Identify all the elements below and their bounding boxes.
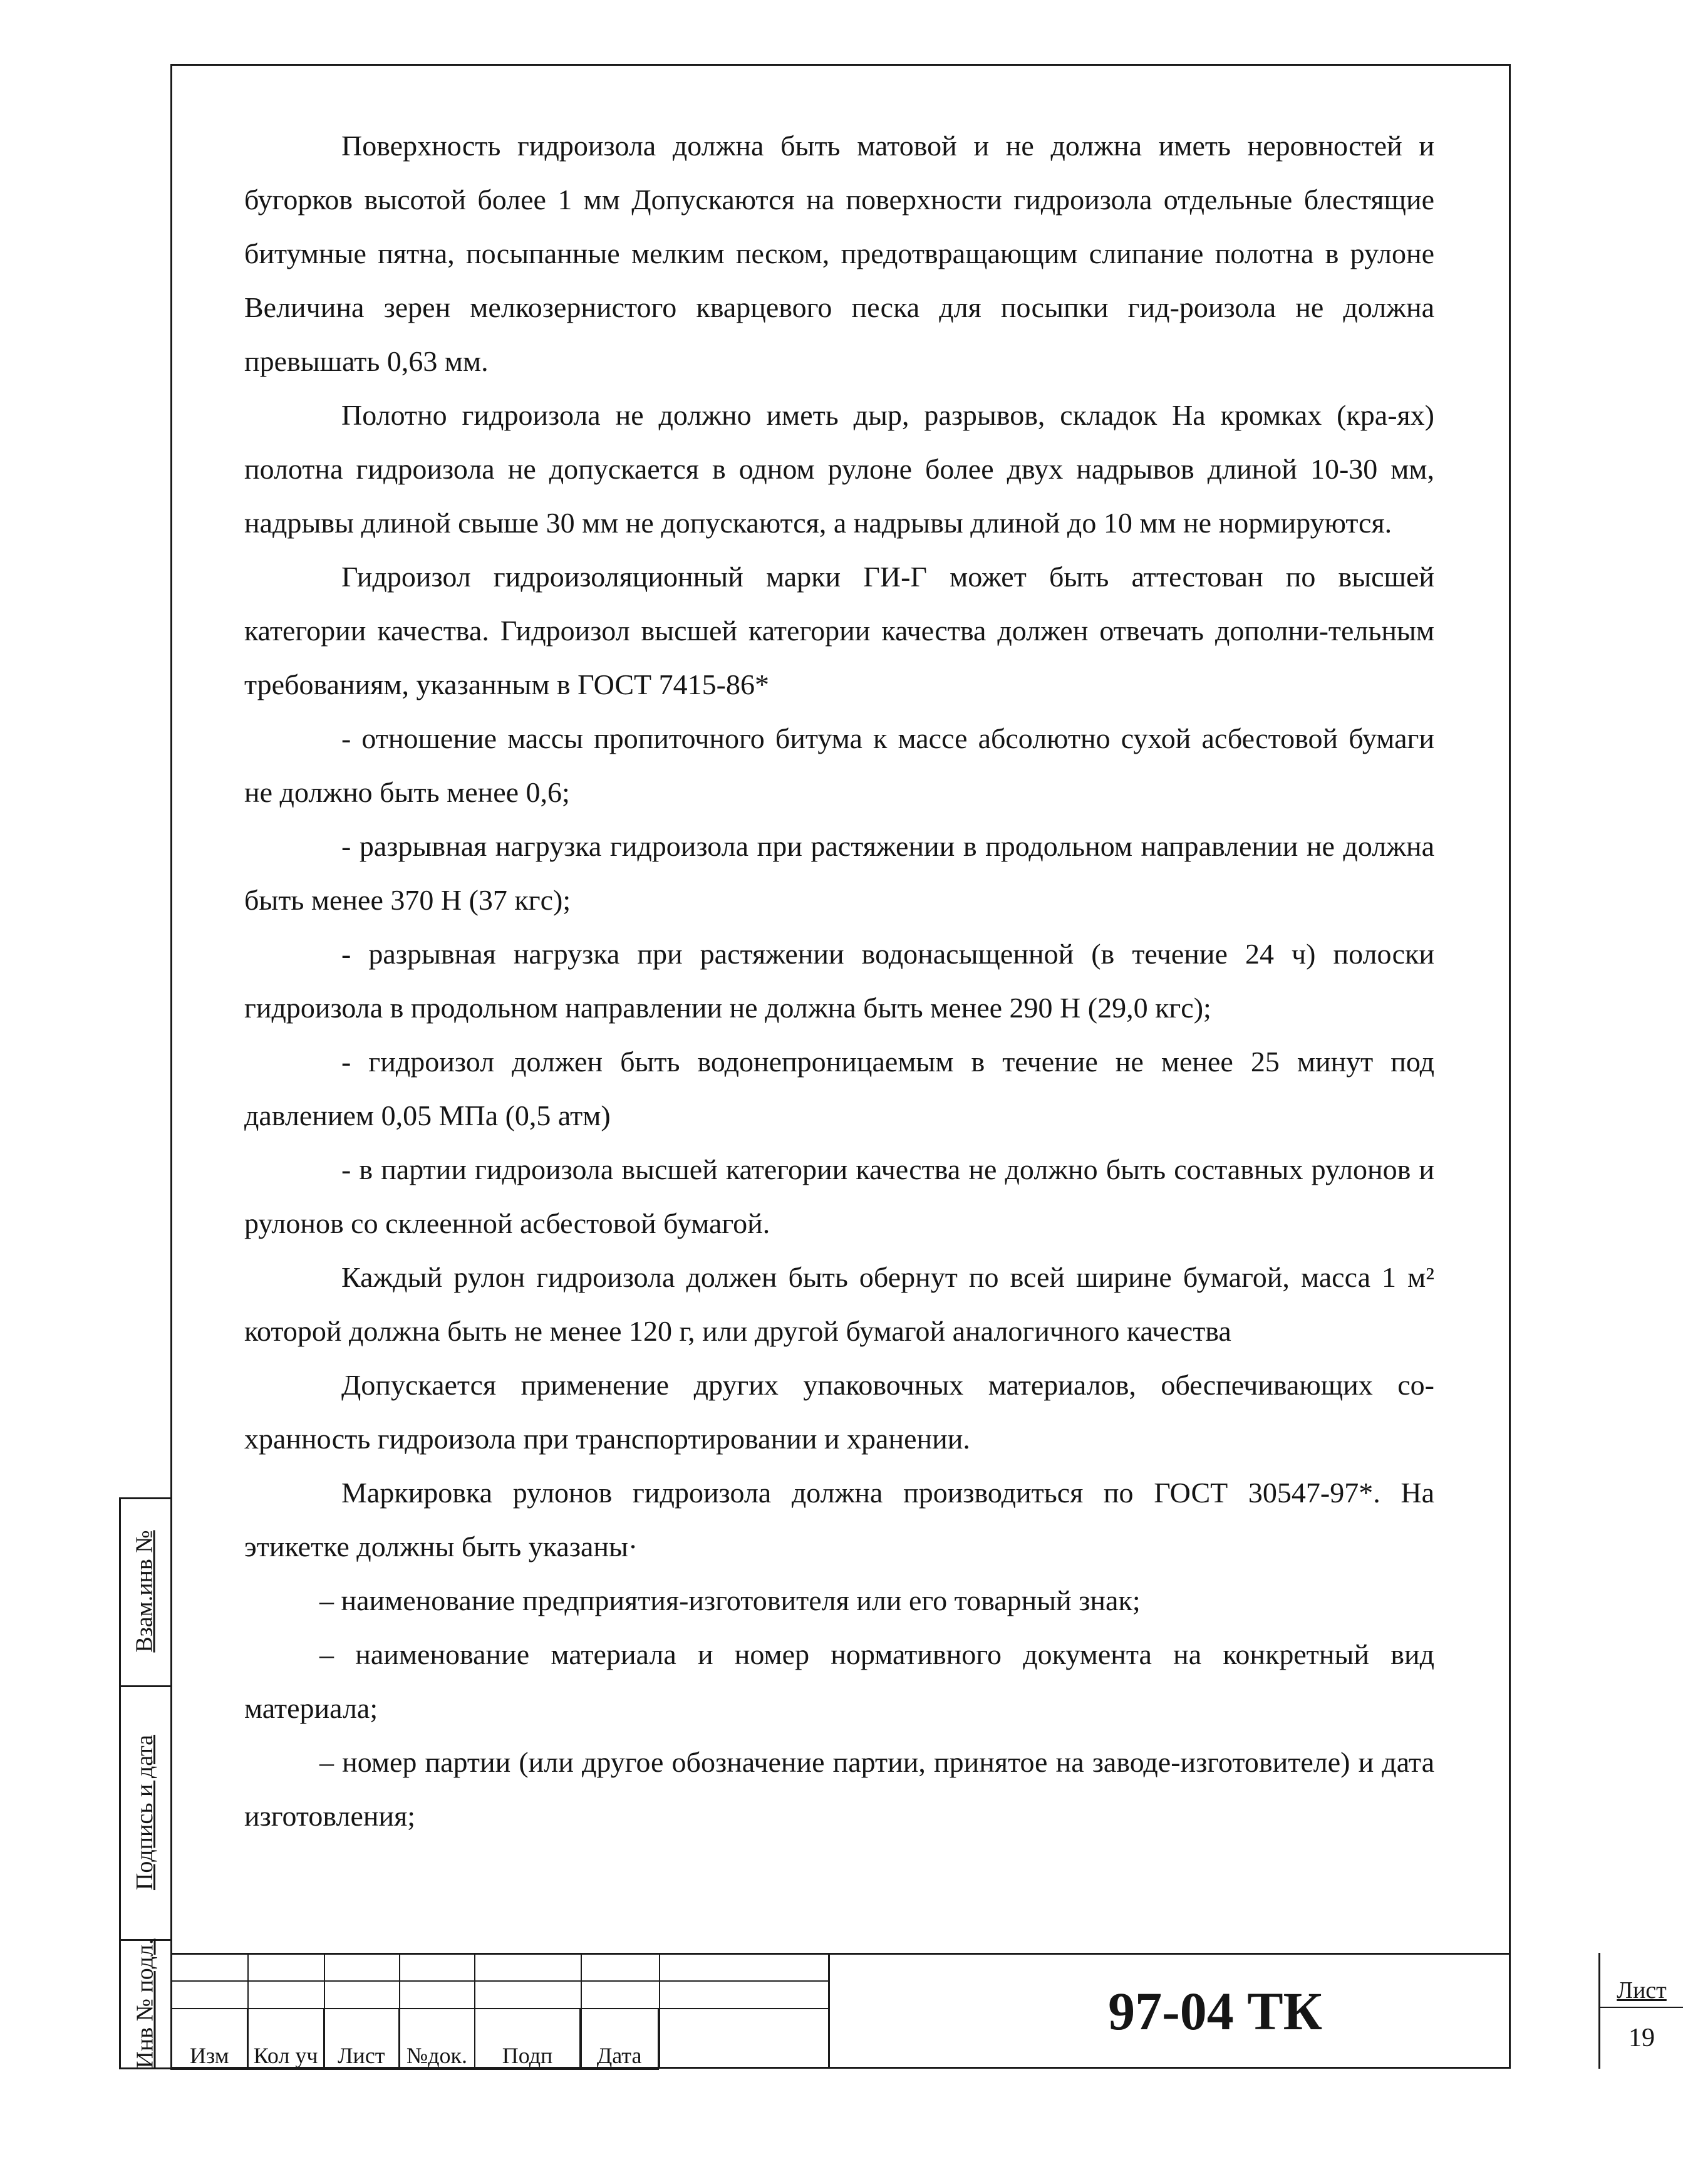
paragraph: Допускается применение других упаковочных материалов, обеспечивающих со-хранность гидроизола при транспортировании и хранении. bbox=[244, 1369, 1434, 1455]
paragraph: - гидроизол должен быть водонепроницаемым в течение не менее 25 минут под давлением 0,05 МПа (0,5 атм) bbox=[244, 1046, 1434, 1131]
list-item: – наименование предприятия-изготовителя или его товарный знак; bbox=[319, 1584, 1141, 1616]
list-item: – номер партии (или другое обозначение партии, принятое на заводе-изготовителе) и дата изготовления; bbox=[244, 1746, 1434, 1832]
paragraph: - разрывная нагрузка гидроизола при растяжении в продольном направлении не должна быть менее 370 Н (37 кгс); bbox=[244, 830, 1434, 916]
inv-podl-label bbox=[119, 1939, 170, 2067]
list-item: – наименование материала и номер нормативного документа на конкретный вид материала; bbox=[244, 1638, 1434, 1724]
paragraph: Маркировка рулонов гидроизола должна производиться по ГОСТ 30547-97*. На этикетке должны быть указаны· bbox=[244, 1477, 1434, 1563]
col-list: Лист bbox=[324, 2009, 399, 2069]
vzam-inv-text: Взам.инв № bbox=[132, 1530, 158, 1653]
sheet-label: Лист bbox=[1600, 1953, 1683, 2008]
vzam-inv-label bbox=[119, 1497, 170, 1685]
col-data: Дата bbox=[580, 2009, 658, 2069]
podpis-data-label bbox=[119, 1685, 170, 1939]
paragraph: Полотно гидроизола не должно иметь дыр, разрывов, складок На кромках (кра-ях) полотна гидроизола не допускается в одном рулоне более двух надрывов длиной 10-30 мм, надрывы длиной свыше 30 мм не допускаются, а надрывы длиной до 10 мм не нормируются. bbox=[244, 399, 1434, 539]
title-block-col-rule bbox=[659, 1953, 660, 2069]
col-izm: Изм bbox=[171, 2009, 247, 2069]
col-kol-uch: Кол уч bbox=[247, 2009, 323, 2069]
paragraph: Гидроизол гидроизоляционный марки ГИ-Г может быть аттестован по высшей категории качества. Гидроизол высшей категории качества должен отвечать дополни-тельным требованиям, указанным в ГОСТ 7415-86* bbox=[244, 561, 1434, 700]
podpis-data-text: Подпись и дата bbox=[132, 1734, 158, 1890]
title-block-rule bbox=[170, 1980, 828, 1982]
paragraph: Поверхность гидроизола должна быть матовой и не должна иметь неровностей и бугорков высотой более 1 мм Допускаются на поверхности гидроизола отдельные блестящие битумные пятна, посыпанные мелким песком, предотвращающим слипание полотна в рулоне Величина зерен мелкозернистого кварцевого песка для посыпки гид-роизола не должна превышать 0,63 мм. bbox=[244, 130, 1434, 377]
sheet-box bbox=[1598, 1953, 1683, 2069]
revision-table bbox=[170, 2008, 659, 2070]
title-block bbox=[170, 1977, 1667, 2069]
document-body bbox=[244, 119, 1434, 1843]
document-code: 97-04 ТК bbox=[828, 1953, 1600, 2069]
col-nodok: №док. bbox=[399, 2009, 475, 2069]
paragraph: Каждый рулон гидроизола должен быть обернут по всей ширине бумагой, масса 1 м² которой должна быть не менее 120 г, или другой бумагой аналогичного качества bbox=[244, 1261, 1434, 1347]
paragraph: - в партии гидроизола высшей категории качества не должно быть составных рулонов и рулонов со склеенной асбестовой бумагой. bbox=[244, 1153, 1434, 1239]
paragraph: - отношение массы пропиточного битума к массе абсолютно сухой асбестовой бумаги не должно быть менее 0,6; bbox=[244, 722, 1434, 808]
col-podp: Подп bbox=[475, 2009, 580, 2069]
paragraph: - разрывная нагрузка при растяжении водонасыщенной (в течение 24 ч) полоски гидроизола в продольном направлении не должна быть менее 290 Н (29,0 кгс); bbox=[244, 938, 1434, 1024]
inv-podl-text: Инв № подл. bbox=[132, 1938, 158, 2069]
sheet-number: 19 bbox=[1629, 2024, 1655, 2052]
